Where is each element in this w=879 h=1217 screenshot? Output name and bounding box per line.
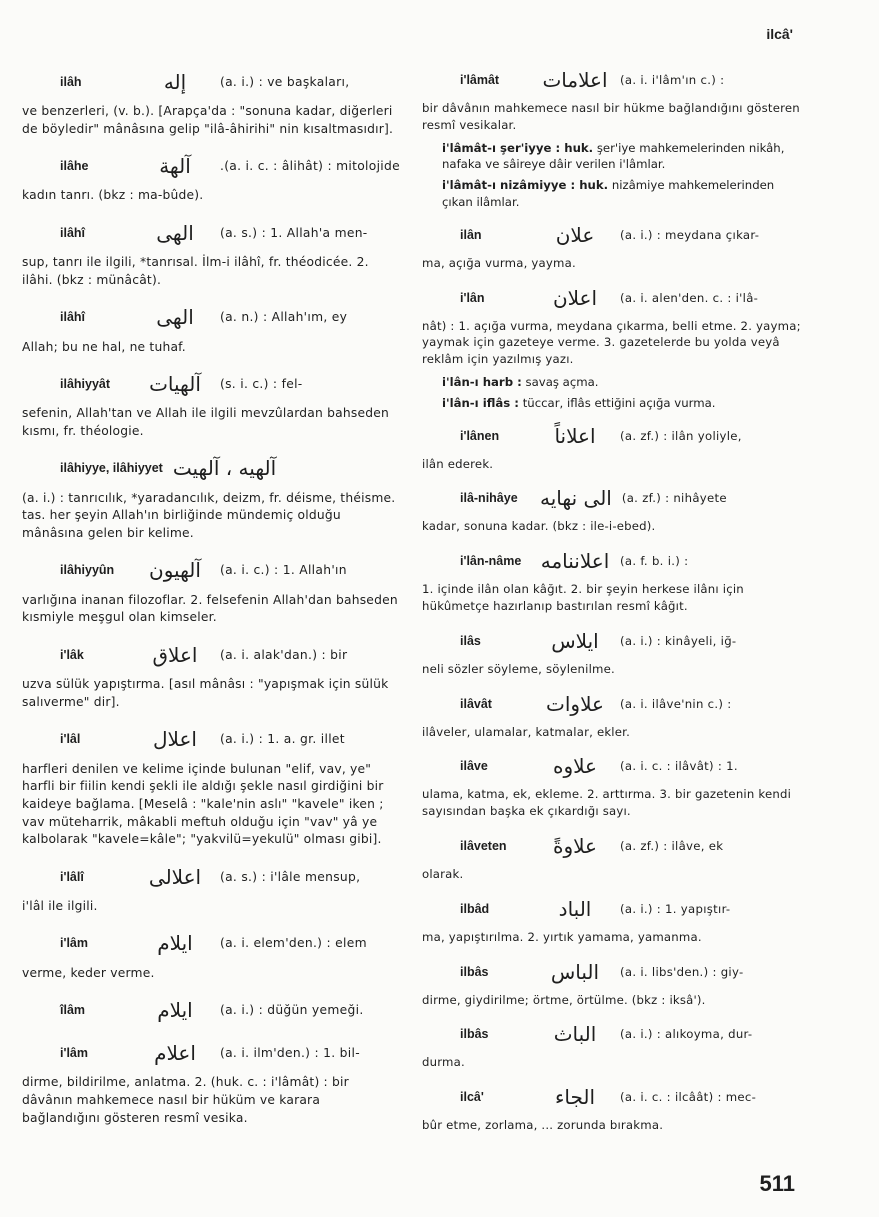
- entry-head-line: [22, 988, 402, 1031]
- grammar-note: (a. n.) : Allah'ım, ey: [220, 310, 348, 325]
- grammar-note: (a. i. c. : ilcâât) : mec-: [620, 1090, 757, 1105]
- grammar-note: (a. i.) : ve başkaları,: [220, 74, 350, 89]
- headword: i'lâl: [60, 732, 81, 747]
- arabic-script: الباث: [553, 1022, 597, 1047]
- entry-head-line: [22, 447, 402, 490]
- grammar-note: (a. i.) : alıkoyma, dur-: [620, 1027, 753, 1042]
- grammar-note: (a. i.) : meydana çıkar-: [620, 227, 760, 242]
- sub-entry-head: i'lâmât-ı şer'iyye : huk.: [442, 140, 594, 155]
- entry-head-line: [22, 1031, 402, 1074]
- arabic-script: ايلام: [157, 997, 193, 1022]
- dictionary-entry: [22, 447, 402, 543]
- sub-entry: [422, 374, 802, 391]
- headword: ilbâd: [460, 901, 490, 916]
- entry-head-line: [22, 144, 402, 187]
- entry-head-line: [422, 1014, 802, 1054]
- headword: i'lân-nâme: [460, 554, 522, 569]
- grammar-note: (a. s.) : i'lâle mensup,: [220, 869, 361, 884]
- grammar-note: (a. i. elem'den.) : elem: [220, 936, 367, 951]
- entry-head-line: [22, 922, 402, 965]
- definition-text: ulama, katma, ek, ekleme. 2. arttırma. 3. bir gazetenin kendi sayısından başka ek çıkardığı sayı.: [422, 787, 792, 819]
- arabic-script: علان: [555, 222, 595, 247]
- sub-entry-head: i'lân-ı harb :: [442, 374, 522, 389]
- dictionary-entry: [22, 1031, 402, 1127]
- entry-head-line: [422, 746, 802, 786]
- definition-text: 1. içinde ilân olan kâğıt. 2. bir şeyin herkese ilânı için hükûmetçe hazırlanıp bastırılan resmî kâğıt.: [422, 582, 744, 613]
- entry-head-line: [422, 889, 802, 929]
- arabic-script: ايلام: [157, 931, 193, 956]
- definition-text: ma, açığa vurma, yayma.: [422, 255, 576, 270]
- definition-text: dirme, bildirilme, anlatma. 2. (huk. c. : i'lâmât) : bir dâvânın mahkemece nasıl bir hüküm ve karara bağlandığını gösteren resmî vesika.: [22, 1075, 349, 1125]
- entry-head-line: [422, 278, 802, 318]
- arabic-script: آلهيون: [149, 558, 201, 583]
- arabic-script: اعلالى: [148, 864, 202, 889]
- definition-text: ve benzerleri, (v. b.). [Arapça'da : "sonuna kadar, diğerleri de böyledir" mânâsına gelip "ilâ-âhirihi" nin kısaltmasıdır].: [22, 104, 394, 136]
- arabic-script: علاوةً: [552, 833, 597, 858]
- entry-head-line: [422, 60, 802, 100]
- grammar-note: (a. zf.) : ilân yoliyle,: [620, 428, 742, 443]
- arabic-script: ايلاس: [551, 628, 599, 653]
- headword: îlâm: [60, 1002, 86, 1017]
- grammar-note: (a. i.) : 1. yapıştır-: [620, 901, 731, 916]
- dictionary-entry: [22, 855, 402, 916]
- headword: ilâ-nihâye: [460, 491, 518, 506]
- entry-head-line: [22, 362, 402, 405]
- sub-entry-head: i'lâmât-ı nizâmiyye : huk.: [442, 178, 609, 193]
- definition-text: durma.: [422, 1055, 465, 1070]
- sub-entry: [422, 140, 802, 174]
- sub-entry-text: nizâmiye mahkemelerinden çıkan ilâmlar.: [442, 178, 775, 209]
- arabic-script: الباد: [558, 896, 592, 921]
- entry-head-line: [22, 855, 402, 898]
- dictionary-entry: [22, 718, 402, 850]
- dictionary-entry: [422, 889, 802, 946]
- definition-text: nât) : 1. açığa vurma, meydana çıkarma, belli etme. 2. yayma; yaymak için gazeteye verme. 3. gazetelerde bu yolda veyâ reklâm için yazılmış yazı.: [422, 318, 801, 367]
- running-head: ilcâ': [766, 26, 793, 42]
- grammar-note: (s. i. c.) : fel-: [220, 376, 303, 391]
- definition-text: dirme, giydirilme; örtme, örtülme. (bkz : iksâ').: [422, 992, 706, 1007]
- sub-entry-text: savaş açma.: [525, 374, 599, 389]
- grammar-note: (a. zf.) : ilâve, ek: [620, 838, 724, 853]
- definition-text: varlığına inanan filozoflar. 2. felsefenin Allah'dan bahseden kısmiyle meşgul olan kimseler.: [22, 592, 398, 625]
- arabic-script: علاوه: [552, 754, 597, 779]
- headword: ilâveten: [460, 838, 507, 853]
- headword: ilâhiyyûn: [60, 563, 115, 578]
- dictionary-entry: [422, 746, 802, 820]
- grammar-note: (a. i. libs'den.) : giy-: [620, 964, 744, 979]
- dictionary-entry: [22, 211, 402, 289]
- headword: ilâvât: [460, 696, 492, 711]
- definition-text: bûr etme, zorlama, ... zorunda bırakma.: [422, 1118, 664, 1133]
- dictionary-entry: [422, 684, 802, 741]
- entry-head-line: [422, 1077, 802, 1117]
- headword: ilâhiyye, ilâhiyyet: [60, 461, 163, 476]
- sub-entry-head: i'lân-ı iflâs :: [442, 395, 519, 410]
- dictionary-entry: [422, 60, 802, 211]
- grammar-note: (a. i. c. : ilâvât) : 1.: [620, 759, 738, 774]
- dictionary-entry: [422, 1077, 802, 1134]
- dictionary-entry: [22, 549, 402, 627]
- headword: i'lâk: [60, 647, 84, 662]
- entry-head-line: [22, 718, 402, 761]
- headword: i'lâm: [60, 936, 88, 951]
- headword: i'lâlî: [60, 869, 84, 884]
- headword: ilân: [460, 227, 482, 242]
- dictionary-entry: [22, 144, 402, 205]
- headword: ilâhiyyât: [60, 376, 111, 391]
- entry-head-line: [422, 952, 802, 992]
- entry-head-line: [22, 211, 402, 254]
- sub-entry-text: tüccar, iflâs ettiğini açığa vurma.: [522, 395, 716, 410]
- grammar-note: .(a. i. c. : âlihât) : mitolojide: [220, 158, 400, 173]
- headword: i'lân: [460, 290, 485, 305]
- arabic-script: اعلال: [153, 727, 197, 752]
- dictionary-entry: [22, 60, 402, 138]
- dictionary-entry: [422, 478, 802, 535]
- dictionary-entry: [22, 922, 402, 983]
- definition-text: i'lâl ile ilgili.: [22, 899, 98, 914]
- grammar-note: (a. i. alen'den. c. : i'lâ-: [620, 290, 759, 305]
- page-number: 511: [759, 1171, 795, 1196]
- dictionary-entry: [422, 952, 802, 1009]
- definition-text: ilân ederek.: [422, 456, 494, 471]
- grammar-note: (a. i. c.) : 1. Allah'ın: [220, 563, 347, 578]
- headword: ilâh: [60, 74, 82, 89]
- arabic-script: الهى: [156, 305, 194, 330]
- arabic-script: اعلان: [552, 285, 598, 310]
- definition-text: sup, tanrı ile ilgili, *tanrısal. İlm-i ilâhî, fr. théodicée. 2. ilâhi. (bkz : münâcât).: [22, 255, 369, 287]
- definition-text: kadın tanrı. (bkz : ma-bûde).: [22, 188, 204, 203]
- definition-text: bir dâvânın mahkemece nasıl bir hükme bağlandığını gösteren resmî vesikalar.: [422, 101, 800, 132]
- definition-text: neli sözler söyleme, söylenilme.: [422, 661, 615, 676]
- headword: ilâve: [460, 759, 488, 774]
- grammar-note: (a. i. ilâve'nin c.) :: [620, 696, 732, 711]
- definition-text: ilâveler, ulamalar, katmalar, ekler.: [422, 724, 630, 739]
- grammar-note: (a. zf.) : nihâyete: [621, 491, 727, 506]
- grammar-note: (a. i. i'lâm'ın c.) :: [620, 73, 725, 87]
- headword: i'lâm: [60, 1045, 88, 1060]
- grammar-note: (a. i. ilm'den.) : 1. bil-: [220, 1045, 360, 1060]
- entry-head-line: [22, 296, 402, 339]
- dictionary-entry: [422, 621, 802, 678]
- entry-head-line: [422, 478, 802, 518]
- definition-text: (a. i.) : tanrıcılık, *yaradancılık, deizm, fr. déisme, théisme. tas. her şeyin Allah'ın birliğinde mündemiç olduğu mânâsına gelen bir kelime.: [22, 490, 396, 541]
- definition-text: Allah; bu ne hal, ne tuhaf.: [22, 339, 186, 354]
- definition-text: uzva sülük yapıştırma. [asıl mânâsı : "yapışmak için sülük salıverme" dir].: [22, 677, 389, 709]
- right-column: [422, 60, 802, 1140]
- definition-text: olarak.: [422, 866, 464, 881]
- headword: ilâhî: [60, 225, 86, 240]
- grammar-note: (a. i.) : düğün yemeği.: [220, 1002, 364, 1017]
- definition-text: ma, yapıştırılma. 2. yırtık yamama, yamanma.: [422, 929, 702, 944]
- left-column: [22, 60, 402, 1134]
- headword: ilcâ': [460, 1090, 484, 1105]
- sub-entry: [422, 395, 802, 412]
- arabic-script: الى نهايه: [540, 486, 612, 511]
- arabic-script: الباس: [550, 959, 600, 984]
- dictionary-entry: [22, 362, 402, 440]
- entry-head-line: [422, 541, 802, 581]
- entry-head-line: [422, 416, 802, 456]
- headword: ilbâs: [460, 1027, 489, 1042]
- entry-head-line: [422, 215, 802, 255]
- dictionary-entry: [422, 215, 802, 272]
- headword: ilbâs: [460, 964, 489, 979]
- definition-text: harfleri denilen ve kelime içinde bulunan "elif, vav, ye" harfli bir fiilin kendi şekli ile aldığı şekle nasıl girdiğini bir kaideye bağlama. [Meselâ : "kale'nin aslı" "kavele" iken ; vav müteharrik, mâkabli meftuh olduğu için "vav" yâ ye kalbolarak "kavele=kâle"; "yakvilü=yekulü" olması gibi].: [22, 761, 384, 847]
- dictionary-entry: [22, 296, 402, 357]
- arabic-script: آلهيه ، آلهيت: [172, 456, 277, 481]
- dictionary-entry: [422, 416, 802, 473]
- arabic-script: اعلاناً: [554, 423, 596, 448]
- headword: i'lâmât: [460, 73, 500, 87]
- arabic-script: اعلاق: [152, 642, 198, 667]
- headword: ilâs: [460, 633, 481, 648]
- dictionary-entry: [422, 278, 802, 412]
- arabic-script: علاوات: [546, 691, 604, 716]
- arabic-script: إله: [163, 69, 187, 94]
- definition-text: verme, keder verme.: [22, 965, 155, 980]
- headword: ilâhe: [60, 158, 89, 173]
- dictionary-entry: [422, 826, 802, 883]
- sub-entry-text: şer'iye mahkemelerinden nikâh, nafaka ve sâireye dâir verilen i'lâmlar.: [442, 140, 785, 172]
- grammar-note: (a. i.) : 1. a. gr. illet: [220, 732, 345, 747]
- arabic-script: الهى: [156, 220, 194, 245]
- arabic-script: اعلامات: [542, 68, 608, 92]
- sub-entry: [422, 177, 802, 211]
- grammar-note: (a. i.) : kinâyeli, iğ-: [620, 633, 737, 648]
- dictionary-entry: [422, 1014, 802, 1071]
- dictionary-entry: [22, 988, 402, 1031]
- entry-head-line: [422, 684, 802, 724]
- dictionary-entry: [422, 541, 802, 615]
- arabic-script: اعلاننامه: [540, 549, 610, 574]
- entry-head-line: [422, 621, 802, 661]
- grammar-note: (a. s.) : 1. Allah'a men-: [220, 225, 368, 240]
- grammar-note: (a. i. alak'dan.) : bir: [220, 647, 348, 662]
- grammar-note: (a. f. b. i.) :: [620, 554, 689, 569]
- arabic-script: الجاء: [554, 1085, 596, 1110]
- arabic-script: اعلام: [154, 1040, 196, 1065]
- arabic-script: آلهيات: [149, 371, 201, 396]
- entry-head-line: [22, 549, 402, 592]
- definition-text: kadar, sonuna kadar. (bkz : ile-i-ebed).: [422, 519, 656, 534]
- dictionary-entry: [22, 633, 402, 711]
- headword: i'lânen: [460, 428, 500, 443]
- arabic-script: آلهة: [159, 153, 191, 178]
- entry-head-line: [22, 60, 402, 103]
- entry-head-line: [422, 826, 802, 866]
- entry-head-line: [22, 633, 402, 676]
- definition-text: sefenin, Allah'tan ve Allah ile ilgili mevzûlardan bahseden kısmı, fr. théologie.: [22, 406, 390, 438]
- headword: ilâhî: [60, 310, 86, 325]
